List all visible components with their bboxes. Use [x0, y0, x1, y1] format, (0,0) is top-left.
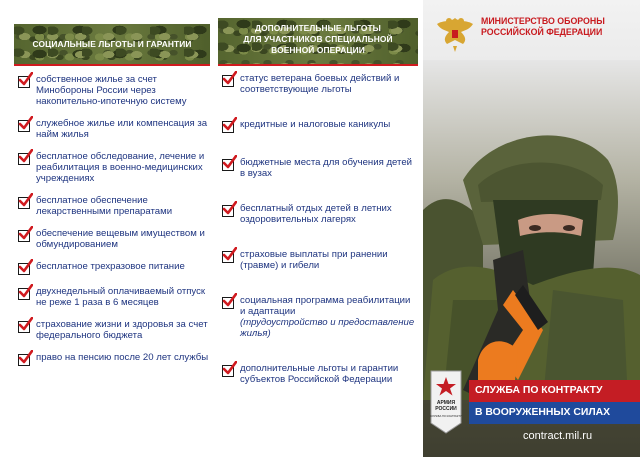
list-item: статус ветерана боевых действий и соответствующие льготы — [218, 73, 418, 119]
list-item: страховые выплаты при ранении (травме) и гибели — [218, 249, 418, 295]
item-subtext: (трудоустройство и предоставление жилья) — [240, 317, 415, 339]
double-headed-eagle-emblem-icon — [433, 12, 477, 54]
list-item: кредитные и налоговые каникулы — [218, 119, 418, 157]
checkmark-icon — [222, 75, 234, 87]
list-item: бюджетные места для обучения детей в вузах — [218, 157, 418, 203]
social-benefits-list — [14, 74, 210, 366]
svo-benefits-list — [218, 73, 418, 385]
cover-panel — [423, 0, 640, 457]
checkmark-icon — [222, 251, 234, 263]
svg-text:РОССИИ: РОССИИ — [435, 406, 457, 412]
checkmark-icon — [18, 197, 30, 209]
checkmark-icon — [222, 205, 234, 217]
svo-benefits-header: ДОПОЛНИТЕЛЬНЫЕ ЛЬГОТЫ ДЛЯ УЧАСТНИКОВ СПЕЦИАЛЬНОЙ ВОЕННОЙ ОПЕРАЦИИ — [218, 18, 418, 64]
ministry-title: МИНИСТЕРСТВО ОБОРОНЫ РОССИЙСКОЙ ФЕДЕРАЦИИ — [481, 16, 605, 37]
checkmark-icon — [222, 297, 234, 309]
website-url[interactable]: contract.mil.ru — [523, 430, 593, 442]
checkmark-icon — [222, 159, 234, 171]
checkmark-icon — [18, 76, 30, 88]
list-item: страхование жизни и здоровья за счет федерального бюджета — [14, 319, 210, 341]
list-item: бесплатное обследование, лечение и реабилитация в военно-медицинских учреждениях — [14, 151, 210, 184]
list-item: обеспечение вещевым имуществом и обмундированием — [14, 228, 210, 250]
svg-text:СЛУЖБА ПО КОНТРАКТУ: СЛУЖБА ПО КОНТРАКТУ — [430, 415, 462, 418]
checkmark-icon — [18, 230, 30, 242]
armed-forces-banner: В ВООРУЖЕННЫХ СИЛАХ — [469, 402, 640, 424]
header-red-stripe — [14, 64, 210, 66]
checkmark-icon — [18, 263, 30, 275]
list-item: дополнительные льготы и гарантии субъектов Российской Федерации — [218, 363, 418, 385]
checkmark-icon — [18, 354, 30, 366]
list-item: бесплатный отдых детей в летних оздоровительных лагерях — [218, 203, 418, 249]
svg-text:АРМИЯ: АРМИЯ — [436, 400, 456, 406]
checkmark-icon — [18, 288, 30, 300]
list-item: бесплатное трехразовое питание — [14, 261, 210, 275]
list-item: социальная программа реабилитации и адаптации (трудоустройство и предоставление жилья) — [218, 295, 418, 363]
list-item: право на пенсию после 20 лет службы — [14, 352, 210, 366]
checkmark-icon — [222, 121, 234, 133]
social-benefits-header: СОЦИАЛЬНЫЕ ЛЬГОТЫ И ГАРАНТИИ — [14, 24, 210, 64]
list-item: бесплатное обеспечение лекарственными препаратами — [14, 195, 210, 217]
checkmark-icon — [18, 153, 30, 165]
list-item: собственное жилье за счет Минобороны России через накопительно-ипотечную систему — [14, 74, 210, 107]
header-red-stripe — [218, 64, 418, 66]
contract-service-banner: СЛУЖБА ПО КОНТРАКТУ — [469, 380, 640, 402]
checkmark-icon — [18, 120, 30, 132]
checkmark-icon — [18, 321, 30, 333]
social-benefits-column — [14, 0, 210, 377]
soldier-photo — [423, 60, 640, 400]
checkmark-icon — [222, 365, 234, 377]
list-item: двухнедельный оплачиваемый отпуск не реже 1 раза в 6 месяцев — [14, 286, 210, 308]
army-russia-badge — [427, 367, 465, 435]
svo-benefits-column — [218, 0, 418, 385]
list-item: служебное жилье или компенсация за найм жилья — [14, 118, 210, 140]
